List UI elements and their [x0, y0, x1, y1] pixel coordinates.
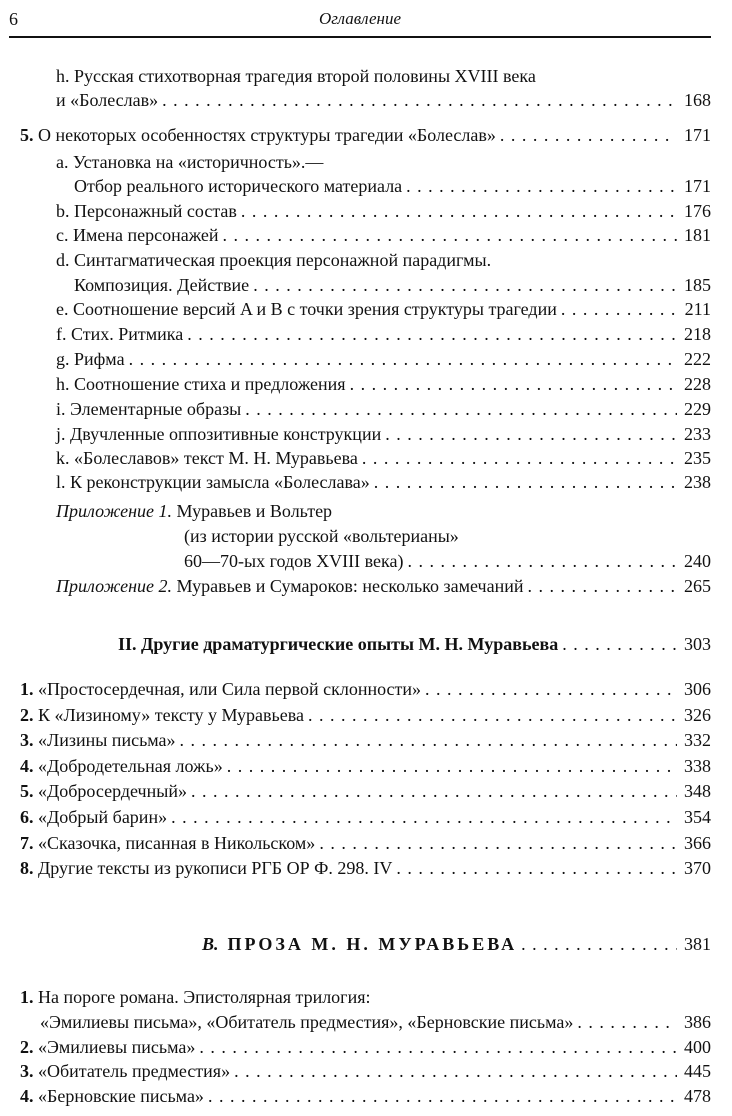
- toc-entry[interactable]: [56, 322, 711, 347]
- toc-entry-title: «Эмилиевы письма»: [38, 1037, 196, 1057]
- toc-entry[interactable]: [20, 123, 711, 148]
- toc-entry-title: «Обитатель предместия»: [38, 1061, 231, 1081]
- leader-dots: [385, 422, 677, 447]
- toc-entry[interactable]: [56, 574, 711, 599]
- toc-entry[interactable]: [74, 174, 711, 199]
- toc-entry-line: [20, 985, 370, 1010]
- leader-dots: [500, 123, 677, 148]
- leader-dots: [162, 88, 677, 113]
- item-number: 1.: [20, 987, 34, 1007]
- leader-dots: [350, 372, 677, 397]
- toc-entry[interactable]: [20, 856, 711, 881]
- toc-entry[interactable]: [20, 779, 711, 804]
- toc-entry-title: II. Другие драматургические опыты М. Н. Муравьева: [118, 634, 559, 654]
- toc-entry[interactable]: [20, 677, 711, 702]
- toc-entry-page: 348: [684, 781, 711, 801]
- toc-entry[interactable]: [56, 223, 711, 248]
- toc-entry-title: К «Лизиному» тексту у Муравьева: [38, 705, 304, 725]
- toc-entry-title: «Эмилиевы письма», «Обитатель предместия», «Берновские письма»: [40, 1012, 574, 1032]
- toc-entry[interactable]: [56, 199, 711, 224]
- toc-entry-page: 265: [684, 576, 711, 596]
- toc-section-heading[interactable]: [118, 632, 711, 657]
- leader-dots: [362, 446, 677, 471]
- toc-entry[interactable]: [20, 1035, 711, 1060]
- toc-entry-line: [56, 499, 332, 524]
- leader-dots: [407, 549, 677, 574]
- leader-dots: [191, 779, 677, 804]
- item-number: 3.: [20, 730, 34, 750]
- toc-entry-page: 168: [684, 90, 711, 110]
- leader-dots: [180, 728, 677, 753]
- toc-entry-page: 176: [684, 201, 711, 221]
- leader-dots: [406, 174, 677, 199]
- toc-entry[interactable]: [20, 754, 711, 779]
- item-number: 2.: [20, 1037, 34, 1057]
- toc-entry-title: и «Болеслав»: [56, 90, 159, 110]
- item-number: 6.: [20, 807, 34, 827]
- toc-entry-page: 366: [684, 833, 711, 853]
- toc-entry-title: Другие тексты из рукописи РГБ ОР Ф. 298. IV: [38, 858, 393, 878]
- toc-entry[interactable]: [20, 831, 711, 856]
- item-number: 4.: [20, 1086, 34, 1106]
- toc-entry-line: d. Синтагматическая проекция персонажной парадигмы.: [56, 250, 492, 270]
- toc-entry-title: «Простосердечная, или Сила первой склонности»: [38, 679, 422, 699]
- leader-dots: [561, 297, 677, 322]
- leader-dots: [187, 322, 677, 347]
- toc-entry[interactable]: [20, 1084, 711, 1109]
- toc-entry-title: На пороге романа. Эпистолярная трилогия:: [38, 987, 371, 1007]
- toc-entry-title: О некоторых особенностях структуры трагедии «Болеслав»: [38, 125, 496, 145]
- leader-dots: [396, 856, 677, 881]
- appendix-label: Приложение 2.: [56, 576, 173, 596]
- leader-dots: [223, 223, 677, 248]
- toc-entry-title: ПРОЗА М. Н. МУРАВЬЕВА: [227, 934, 518, 954]
- toc-entry-title: «Берновские письма»: [38, 1086, 204, 1106]
- toc-entry-page: 400: [684, 1037, 711, 1057]
- leader-dots: [577, 1010, 677, 1035]
- toc-entry[interactable]: [20, 728, 711, 753]
- item-number: 8.: [20, 858, 34, 878]
- toc-entry[interactable]: [56, 422, 711, 447]
- toc-entry-page: 338: [684, 756, 711, 776]
- toc-entry-page: 381: [684, 934, 711, 954]
- toc-entry-title: «Добродетельная ложь»: [38, 756, 223, 776]
- toc-entry[interactable]: [56, 347, 711, 372]
- toc-entry-page: 181: [684, 225, 711, 245]
- toc-entry-page: 229: [684, 399, 711, 419]
- leader-dots: [227, 754, 677, 779]
- toc-entry-page: 171: [684, 176, 711, 196]
- leader-dots: [171, 805, 677, 830]
- page-number: 6: [9, 9, 18, 29]
- leader-dots: [527, 574, 677, 599]
- running-title: Оглавление: [318, 9, 402, 28]
- toc-entry-page: 218: [684, 324, 711, 344]
- toc-entry[interactable]: [56, 446, 711, 471]
- leader-dots: [234, 1059, 677, 1084]
- appendix-label: Приложение 1.: [56, 501, 173, 521]
- leader-dots: [319, 831, 677, 856]
- item-number: 7.: [20, 833, 34, 853]
- toc-entry-title: «Лизины письма»: [38, 730, 176, 750]
- toc-entry-page: 386: [684, 1012, 711, 1032]
- toc-entry-title: i. Элементарные образы: [56, 399, 242, 419]
- toc-entry[interactable]: [56, 372, 711, 397]
- leader-dots: [562, 632, 677, 657]
- toc-entry-page: 445: [684, 1061, 711, 1081]
- toc-entry-page: 326: [684, 705, 711, 725]
- toc-entry-page: 332: [684, 730, 711, 750]
- item-number: 1.: [20, 679, 34, 699]
- toc-entry[interactable]: [20, 1059, 711, 1084]
- item-number: 3.: [20, 1061, 34, 1081]
- toc-entry-title: Муравьев и Сумароков: несколько замечаний: [176, 576, 524, 596]
- leader-dots: [208, 1084, 677, 1109]
- toc-entry-title: «Сказочка, писанная в Никольском»: [38, 833, 316, 853]
- toc-entry[interactable]: [56, 297, 711, 322]
- leader-dots: [129, 347, 677, 372]
- leader-dots: [241, 199, 677, 224]
- toc-entry-line: (из истории русской «вольтерианы»: [184, 526, 459, 546]
- toc-entry-page: 478: [684, 1086, 711, 1106]
- toc-entry-title: 60—70-ых годов XVIII века): [184, 551, 404, 571]
- toc-entry[interactable]: [56, 397, 711, 422]
- toc-entry-title: c. Имена персонажей: [56, 225, 219, 245]
- toc-entry[interactable]: [56, 470, 711, 495]
- toc-entry-page: 370: [684, 858, 711, 878]
- toc-entry[interactable]: [56, 88, 711, 113]
- toc-entry-title: l. К реконструкции замысла «Болеслава»: [56, 472, 370, 492]
- toc-entry-title: f. Стих. Ритмика: [56, 324, 184, 344]
- toc-entry-title: Отбор реального исторического материала: [74, 176, 403, 196]
- toc-entry-page: 233: [684, 424, 711, 444]
- toc-entry-title: g. Рифма: [56, 349, 125, 369]
- toc-entry-title: k. «Болеславов» текст М. Н. Муравьева: [56, 448, 358, 468]
- item-number: 5.: [20, 781, 34, 801]
- chapter-number: 5.: [20, 125, 34, 145]
- toc-entry-title: «Добросердечный»: [38, 781, 187, 801]
- toc-entry-title: Муравьев и Вольтер: [176, 501, 333, 521]
- leader-dots: [521, 932, 677, 957]
- toc-entry-page: 306: [684, 679, 711, 699]
- toc-entry-page: 235: [684, 448, 711, 468]
- toc-section-heading[interactable]: [202, 932, 711, 957]
- toc-entry-page: 222: [684, 349, 711, 369]
- leader-dots: [253, 273, 677, 298]
- toc-entry-page: 211: [684, 299, 711, 319]
- toc-entry-page: 171: [684, 125, 711, 145]
- toc-entry-title: h. Соотношение стиха и предложения: [56, 374, 346, 394]
- toc-entry[interactable]: [184, 549, 711, 574]
- toc-entry[interactable]: [40, 1010, 711, 1035]
- toc-entry-page: 228: [684, 374, 711, 394]
- toc-entry-page: 238: [684, 472, 711, 492]
- toc-entry-title: e. Соотношение версий A и B с точки зрения структуры трагедии: [56, 299, 557, 319]
- leader-dots: [374, 470, 677, 495]
- toc-entry-page: 303: [684, 634, 711, 654]
- toc-entry-line: a. Установка на «историчность».—: [56, 152, 324, 172]
- toc-entry-page: 240: [684, 551, 711, 571]
- leader-dots: [245, 397, 677, 422]
- leader-dots: [308, 703, 677, 728]
- leader-dots: [425, 677, 677, 702]
- toc-entry-page: 185: [684, 275, 711, 295]
- toc-entry-line: h. Русская стихотворная трагедия второй половины XVIII века: [56, 66, 536, 86]
- toc-entry-page: 354: [684, 807, 711, 827]
- toc-entry-title: Композиция. Действие: [74, 275, 250, 295]
- toc-entry-title: j. Двучленные оппозитивные конструкции: [56, 424, 382, 444]
- toc-entry[interactable]: [20, 805, 711, 830]
- toc-entry[interactable]: [20, 703, 711, 728]
- toc-entry[interactable]: [74, 273, 711, 298]
- item-number: 2.: [20, 705, 34, 725]
- toc-entry-title: b. Персонажный состав: [56, 201, 237, 221]
- leader-dots: [199, 1035, 677, 1060]
- item-number: 4.: [20, 756, 34, 776]
- toc-entry-title: «Добрый барин»: [38, 807, 168, 827]
- section-letter: B.: [202, 934, 219, 954]
